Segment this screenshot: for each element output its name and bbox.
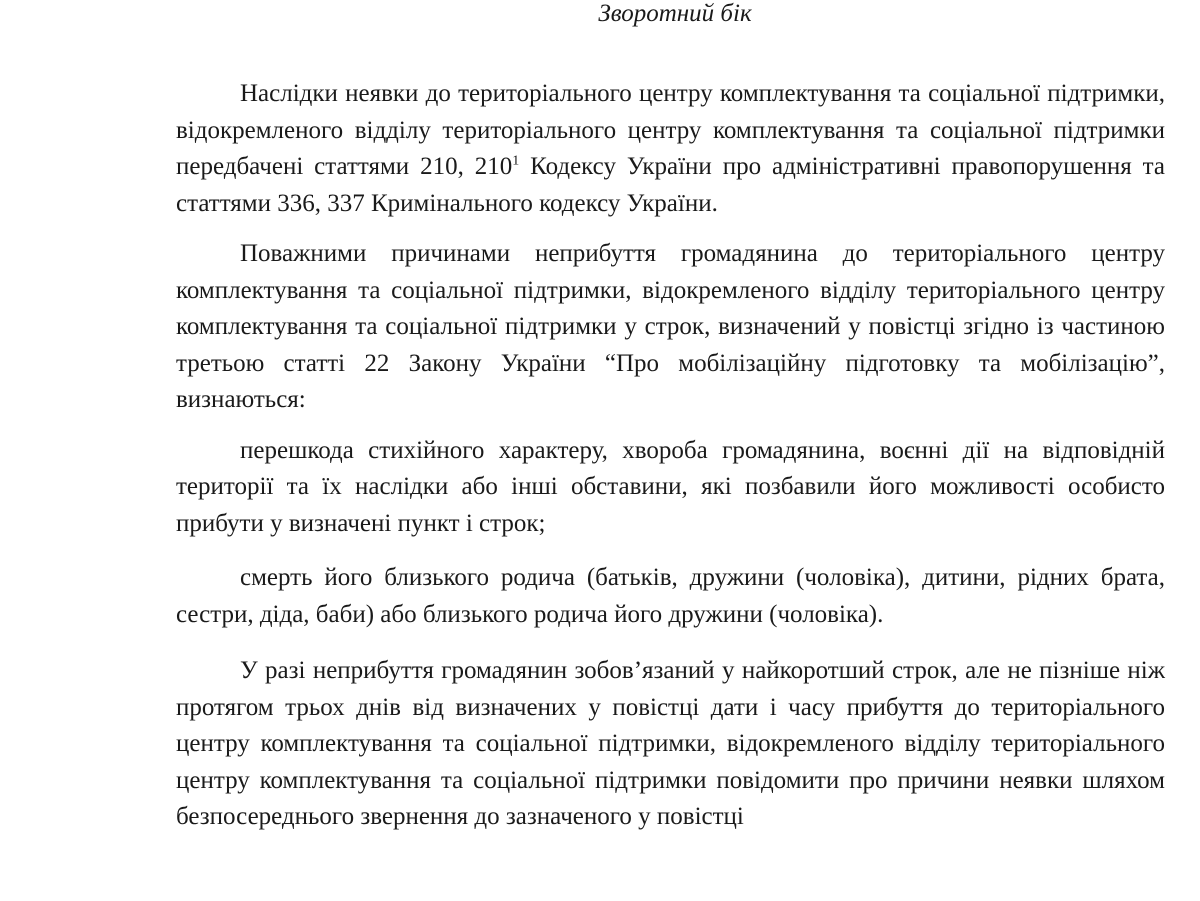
paragraph-consequences-main: Наслідки неявки до територіального центру комплектування та соціальної підтримки, відокремленого відділу територіального центру комплектування та соціальної підтримки передбачені статтями 210, 210 xyxy=(176,80,1165,180)
paragraph-consequences-tail: Кодексу України про адміністративні правопорушення та статтями 336, 337 Кримінального кодексу України. xyxy=(176,153,1165,217)
paragraph-reason-death: смерть його близького родича (батьків, дружини (чоловіка), дитини, рідних брата, сестри, діда, баби) або близького родича його дружини (чоловіка). xyxy=(176,564,1165,628)
document-body xyxy=(176,76,1165,836)
superscript-article: 1 xyxy=(512,153,520,169)
paragraph-valid-reasons: Поважними причинами неприбуття громадянина до територіального центру комплектування та соціальної підтримки, відокремленого відділу територіального центру комплектування та соціальної підтримки у строк, визначений у повістці згідно із частиною третьою статті 22 Закону України “Про мобілізаційну підготовку та мобілізацію”, визнаються: xyxy=(176,240,1165,413)
paragraph-reason-obstacle: перешкода стихійного характеру, хвороба громадянина, воєнні дії на відповідній території та їх наслідки або інші обставини, які позбавили його можливості особисто прибути у визначені пункт і строк; xyxy=(176,436,1165,537)
page-heading: Зворотний бік xyxy=(598,0,752,27)
paragraph-consequences xyxy=(176,76,1165,222)
paragraph-failure-notice: У разі неприбуття громадянин зобов’язаний у найкоротший строк, але не пізніше ніж протягом трьох днів від визначених у повістці дати і часу прибуття до територіального центру комплектування та соціальної підтримки, відокремленого відділу територіального центру комплектування та соціальної підтримки повідомити про причини неявки шляхом безпосереднього звернення до зазначеного у повістці xyxy=(176,657,1165,830)
